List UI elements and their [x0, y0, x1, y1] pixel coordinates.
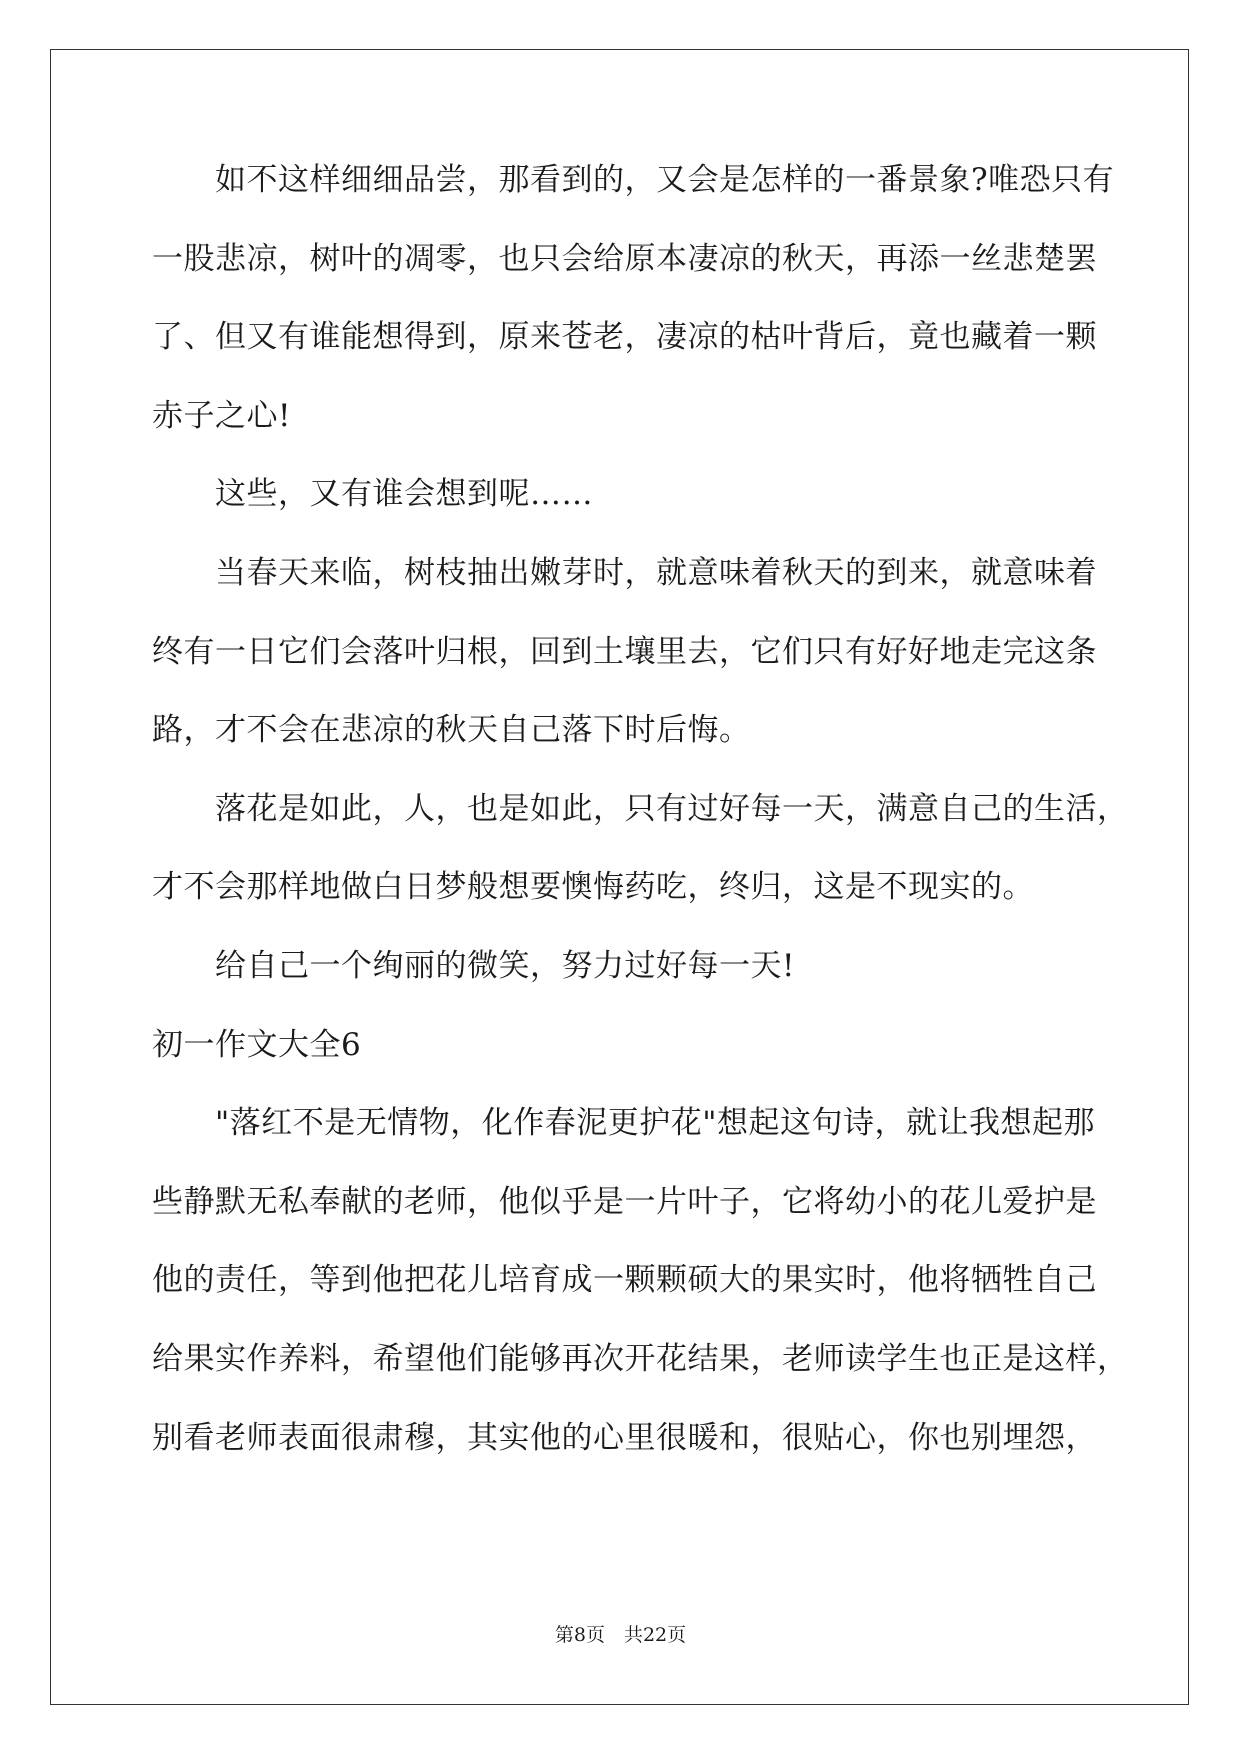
paragraph-line: 了、但又有谁能想得到，原来苍老，凄凉的枯叶背后，竟也藏着一颗: [152, 319, 1097, 356]
paragraph-line: 他的责任，等到他把花儿培育成一颗颗硕大的果实时，他将牺牲自己: [152, 1262, 1097, 1299]
paragraph-line: 这些，又有谁会想到呢……: [215, 476, 593, 513]
paragraph-line: 终有一日它们会落叶归根，回到土壤里去，它们只有好好地走完这条: [152, 633, 1097, 670]
paragraph-line: 才不会那样地做白日梦般想要懊悔药吃，终归，这是不现实的。: [152, 869, 1034, 906]
page-number-footer: 第8页 共22页: [554, 1624, 687, 1646]
paragraph-line: 如不这样细细品尝，那看到的，又会是怎样的一番景象?唯恐只有: [215, 162, 1115, 198]
paragraph-line: 给自己一个绚丽的微笑，努力过好每一天!: [215, 947, 795, 984]
paragraph-line: 给果实作养料，希望他们能够再次开花结果，老师读学生也正是这样，: [152, 1340, 1129, 1377]
paragraph-line: 些静默无私奉献的老师，他似乎是一片叶子，它将幼小的花儿爱护是: [152, 1183, 1097, 1220]
document-body: [152, 160, 1129, 1496]
paragraph-line: 路，才不会在悲凉的秋天自己落下时后悔。: [152, 712, 751, 749]
paragraph-line: 落花是如此，人，也是如此，只有过好每一天，满意自己的生活，: [215, 790, 1129, 827]
paragraph-line: 别看老师表面很肃穆，其实他的心里很暖和，很贴心，你也别埋怨，: [152, 1419, 1097, 1456]
section-heading: 初一作文大全6: [152, 1026, 362, 1063]
paragraph-line: 当春天来临，树枝抽出嫩芽时，就意味着秋天的到来，就意味着: [215, 554, 1097, 591]
paragraph-line: 一股悲凉，树叶的凋零，也只会给原本凄凉的秋天，再添一丝悲楚罢: [152, 240, 1097, 277]
paragraph-line: 赤子之心!: [152, 397, 291, 434]
paragraph-line: "落红不是无情物，化作春泥更护花"想起这句诗，就让我想起那: [215, 1105, 1096, 1142]
